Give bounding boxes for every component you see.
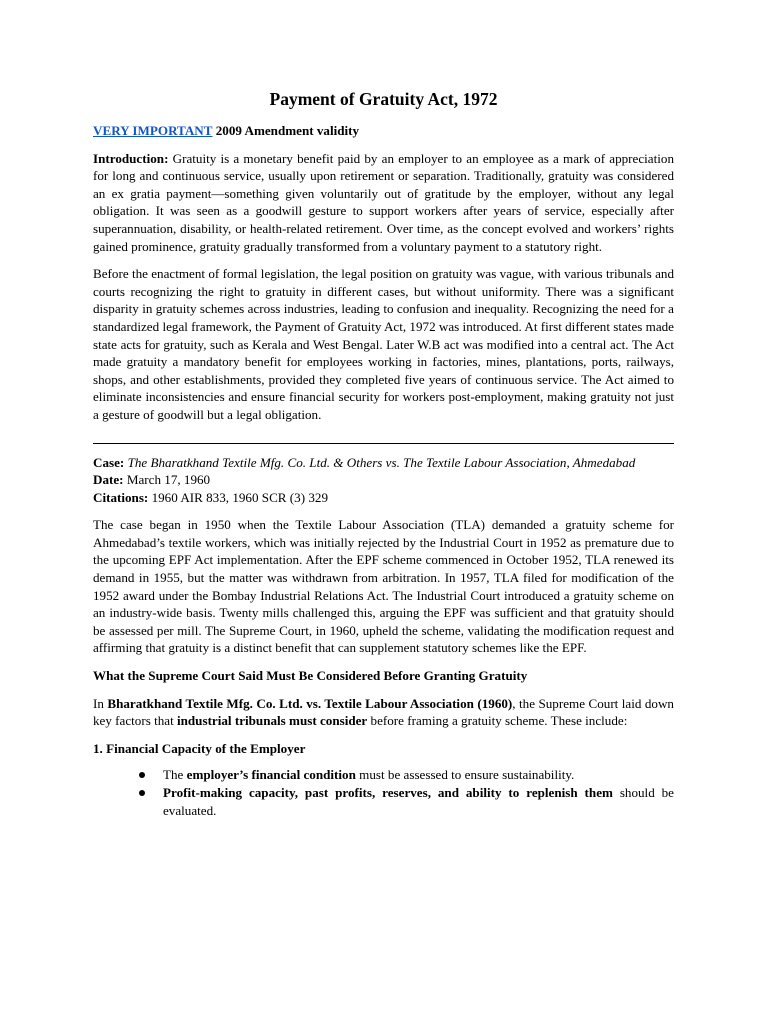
intro-label: Introduction: bbox=[93, 150, 169, 166]
key-factors-text-1: In bbox=[93, 695, 108, 711]
considerations-heading-text: What the Supreme Court Said Must Be Considered Before Granting Gratuity bbox=[93, 668, 528, 684]
key-factors-text-2: , the Supreme Court laid down key factors that bbox=[93, 695, 674, 729]
citations-label: Citations: bbox=[93, 489, 149, 505]
intro-text: Gratuity is a monetary benefit paid by an employer to an employee as a mark of appreciation for long and continuous service, usually upon retirement or separation. Traditionally, gratuity was considered an ex gratia payment—something given voluntarily out of gratitude by the employer, without any legal obligation. It was seen as a goodwill gesture to support workers after years of service, especially after superannuation, disability, or health-related retirement. Over time, as the concept evolved and workers’ rights gained prominence, gratuity gradually transformed from a voluntary payment to a statutory right. bbox=[93, 150, 674, 254]
financial-capacity-list bbox=[93, 766, 674, 819]
financial-capacity-heading bbox=[93, 740, 674, 758]
citations-line bbox=[93, 489, 674, 507]
document-title: Payment of Gratuity Act, 1972 bbox=[269, 89, 498, 109]
tribunals-bold: industrial tribunals must consider bbox=[176, 713, 368, 729]
section-divider bbox=[93, 443, 674, 444]
bullet-icon bbox=[139, 790, 145, 796]
key-factors-text-3: before framing a gratuity scheme. These include: bbox=[367, 713, 628, 729]
case-background-paragraph: The case began in 1950 when the Textile Labour Association (TLA) demanded a gratuity scheme for Ahmedabad’s textile workers, which was initially rejected by the Industrial Court in 1952 as premature due to the upcoming EPF Act implementation. After the EPF scheme commenced in October 1952, TLA renewed its demand in 1955, but the matter was withdrawn from arbitration. In 1957, TLA filed for modification of the 1952 award under the Bombay Industrial Relations Act. The Industrial Court introduced a gratuity scheme on an industry-wide basis. Twenty mills challenged this, arguing the EPF was sufficient and that gratuity should be assessed per mill. The Supreme Court, in 1960, upheld the scheme, validating the modification request and affirming that gratuity is a distinct benefit that can supplement statutory schemes like the EPF. bbox=[93, 517, 674, 656]
date-value: March 17, 1960 bbox=[126, 472, 211, 488]
bullet-text-post: should be evaluated. bbox=[163, 785, 674, 818]
amendment-note: 2009 Amendment validity bbox=[215, 123, 360, 138]
date-label: Date: bbox=[93, 472, 124, 488]
case-line bbox=[93, 454, 674, 472]
case-name: The Bharatkhand Textile Mfg. Co. Ltd. & Others vs. The Textile Labour Association, Ahmedabad bbox=[127, 454, 636, 470]
citations-value: 1960 AIR 833, 1960 SCR (3) 329 bbox=[151, 489, 328, 505]
history-paragraph: Before the enactment of formal legislation, the legal position on gratuity was vague, with various tribunals and courts recognizing the right to gratuity in different cases, but without uniformity. There was a significant disparity in gratuity schemes across industries, leading to confusion and inequality. Recognizing the need for a standardized legal framework, the Payment of Gratuity Act, 1972 was introduced. At first different states made state acts for gratuity, such as Kerala and West Bengal. Later W.B act was modified into a central act. The Act made gratuity a mandatory benefit for employees working in factories, mines, plantations, ports, railways, shops, and other establishments, provided they completed five years of continuous service. The Act aimed to eliminate inconsistencies and ensure financial security for workers post-employment, making gratuity not just a gesture of goodwill but a legal obligation. bbox=[93, 266, 674, 422]
bullet-text-bold: Profit-making capacity, past profits, reserves, and ability to replenish them bbox=[163, 785, 613, 800]
bullet-text-pre: The bbox=[163, 767, 187, 783]
list-item bbox=[93, 784, 674, 819]
considerations-heading bbox=[93, 667, 674, 685]
date-line bbox=[93, 471, 674, 489]
case-label: Case: bbox=[93, 454, 125, 470]
very-important-link[interactable]: VERY IMPORTANT bbox=[93, 123, 213, 138]
intro-paragraph bbox=[93, 150, 674, 256]
case-details bbox=[93, 454, 674, 507]
bullet-text-bold: employer’s financial condition bbox=[186, 767, 356, 783]
document-body bbox=[93, 88, 674, 819]
bullet-icon bbox=[139, 772, 145, 778]
bullet-text-post: must be assessed to ensure sustainability. bbox=[355, 767, 575, 783]
list-item bbox=[93, 766, 674, 784]
importance-line bbox=[93, 122, 674, 140]
case-name-bold: Bharatkhand Textile Mfg. Co. Ltd. vs. Textile Labour Association (1960) bbox=[107, 695, 513, 711]
key-factors-paragraph bbox=[93, 695, 674, 730]
financial-capacity-heading-text: 1. Financial Capacity of the Employer bbox=[93, 740, 306, 756]
